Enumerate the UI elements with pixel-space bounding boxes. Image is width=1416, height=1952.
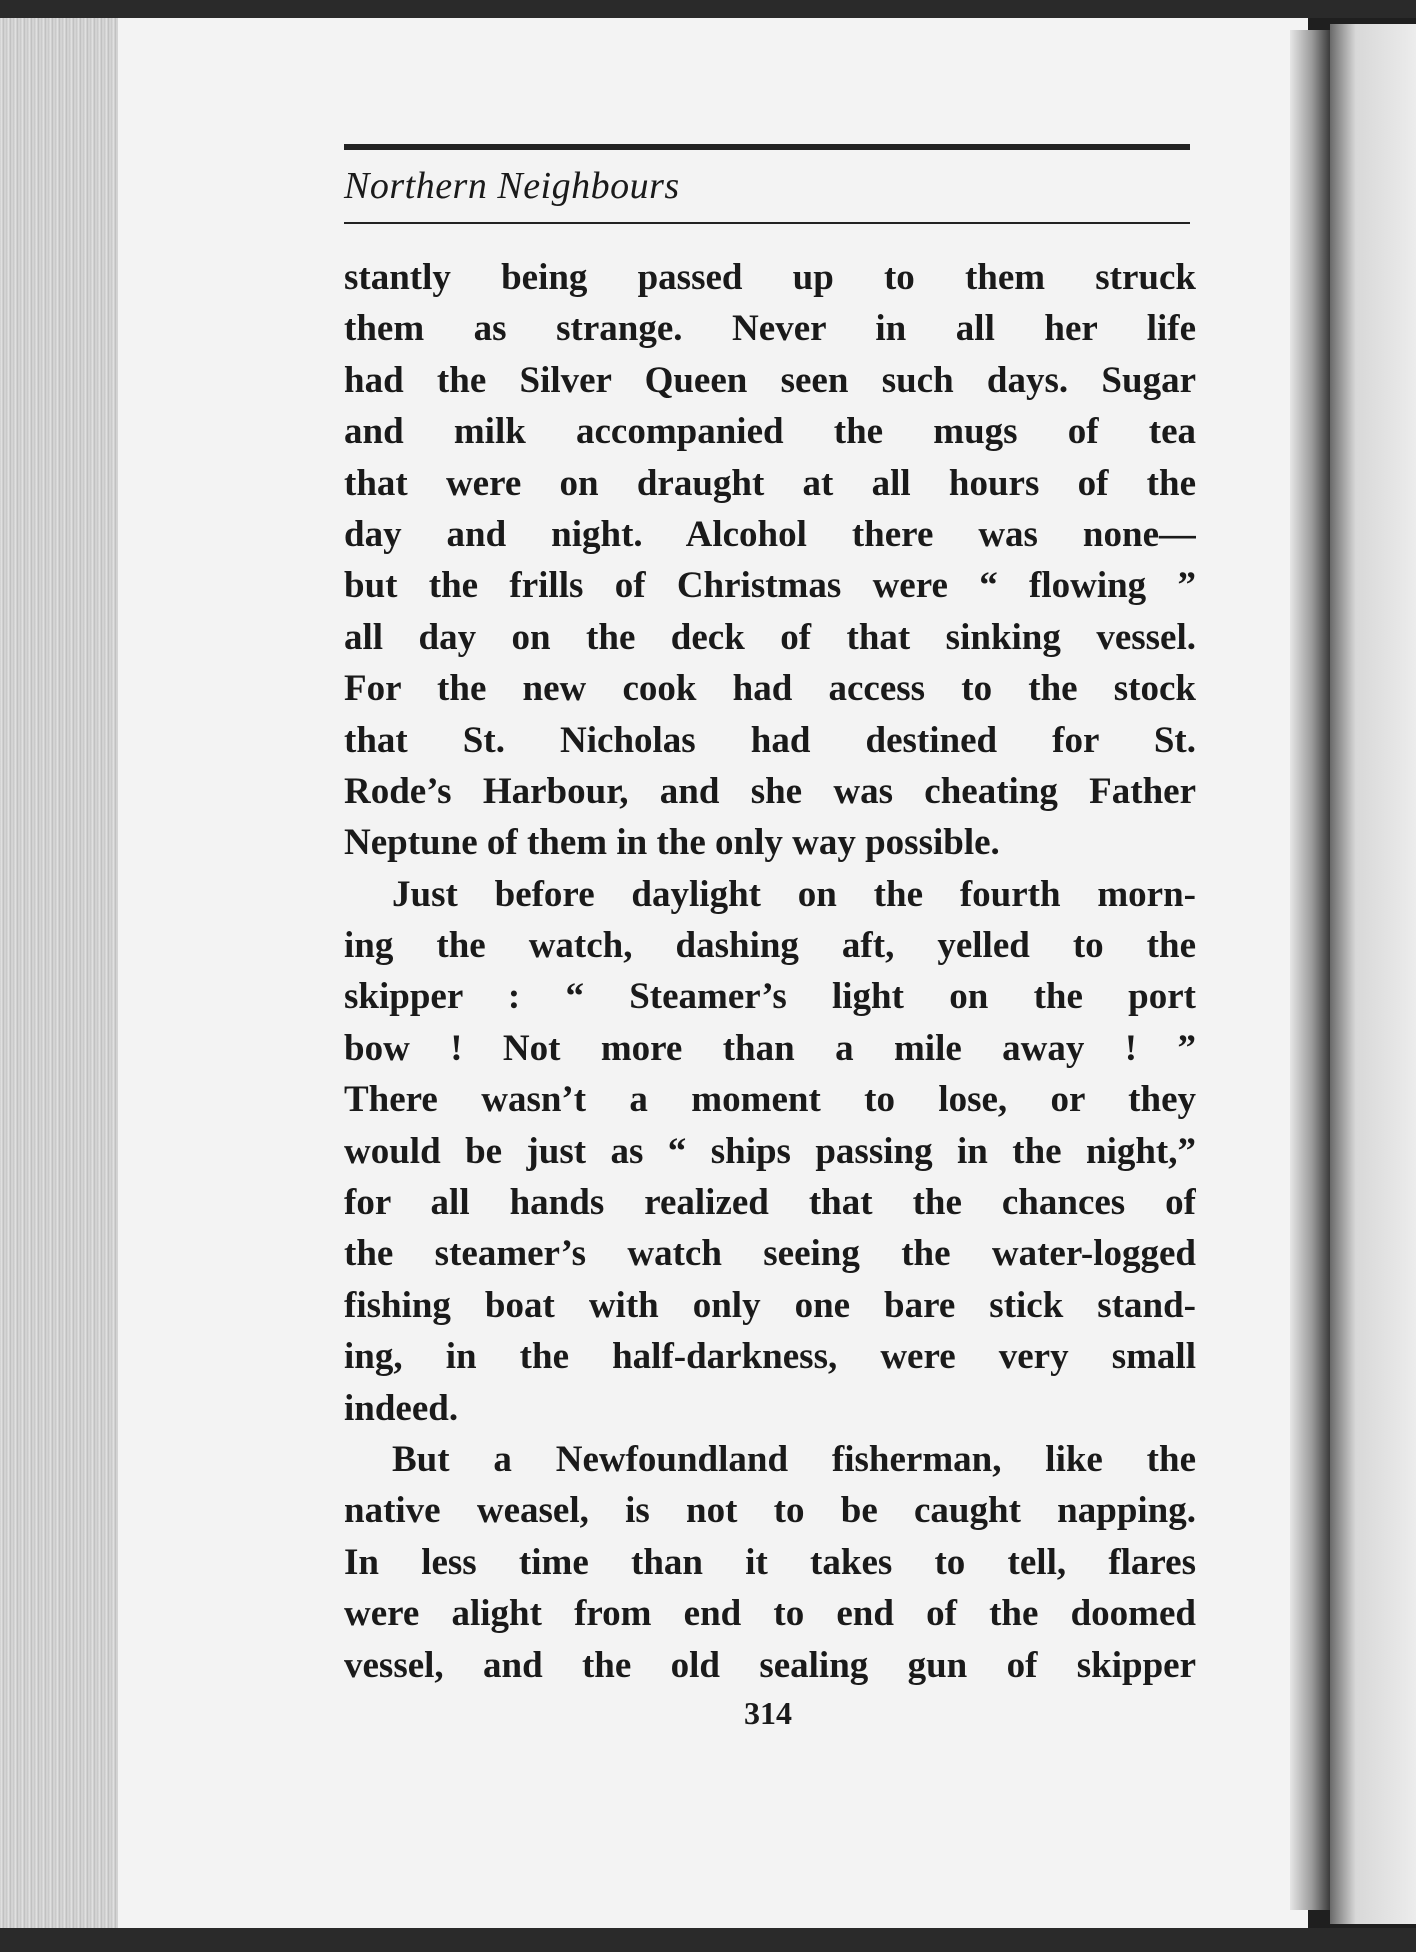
text-line: day and night. Alcohol there was none— — [344, 513, 1196, 555]
scan-border-bottom — [0, 1928, 1416, 1952]
book-page-edges — [0, 18, 118, 1928]
text-line: bow ! Not more than a mile away ! ” — [344, 1027, 1196, 1069]
body-text — [344, 252, 1196, 1691]
text-line: But a Newfoundland fisherman, like the — [392, 1438, 1196, 1480]
text-line: the steamer’s watch seeing the water-logged — [344, 1233, 1196, 1275]
text-line: for all hands realized that the chances of — [344, 1182, 1196, 1224]
text-line: ing, in the half-darkness, were very small — [344, 1336, 1196, 1378]
header-rule-top — [344, 144, 1190, 150]
text-line: stantly being passed up to them struck — [344, 257, 1196, 298]
header-rule-bottom — [344, 222, 1190, 224]
text-line: them as strange. Never in all her life — [344, 308, 1196, 350]
text-line: Neptune of them in the only way possible. — [344, 822, 1000, 864]
book-spine-shadow — [1290, 30, 1330, 1910]
text-line: Rode’s Harbour, and she was cheating Father — [344, 770, 1196, 812]
text-line: For the new cook had access to the stock — [344, 668, 1196, 710]
text-line: fishing boat with only one bare stick stand- — [344, 1284, 1196, 1326]
text-line: Just before daylight on the fourth morn- — [392, 873, 1196, 915]
text-line: had the Silver Queen seen such days. Sugar — [344, 359, 1196, 401]
text-line: that were on draught at all hours of the — [344, 462, 1196, 504]
text-line: and milk accompanied the mugs of tea — [344, 411, 1196, 453]
facing-page-edge — [1330, 24, 1416, 1924]
text-line: There wasn’t a moment to lose, or they — [344, 1079, 1196, 1121]
text-line: were alight from end to end of the doomed — [344, 1593, 1196, 1635]
text-line: In less time than it takes to tell, flares — [344, 1541, 1196, 1583]
text-line: ing the watch, dashing aft, yelled to the — [344, 925, 1196, 967]
text-line: skipper : “ Steamer’s light on the port — [344, 976, 1196, 1018]
text-line: all day on the deck of that sinking vessel. — [344, 616, 1196, 658]
text-line: vessel, and the old sealing gun of skipper — [344, 1644, 1196, 1686]
text-line: native weasel, is not to be caught napping. — [344, 1490, 1196, 1532]
scan-border-top — [0, 0, 1416, 18]
running-head: Northern Neighbours — [344, 165, 680, 207]
text-line: but the frills of Christmas were “ flowing ” — [344, 565, 1196, 607]
text-line: would be just as “ ships passing in the night,” — [344, 1130, 1196, 1172]
text-line: indeed. — [344, 1387, 459, 1429]
page-number: 314 — [744, 1695, 792, 1731]
text-line: that St. Nicholas had destined for St. — [344, 719, 1196, 761]
